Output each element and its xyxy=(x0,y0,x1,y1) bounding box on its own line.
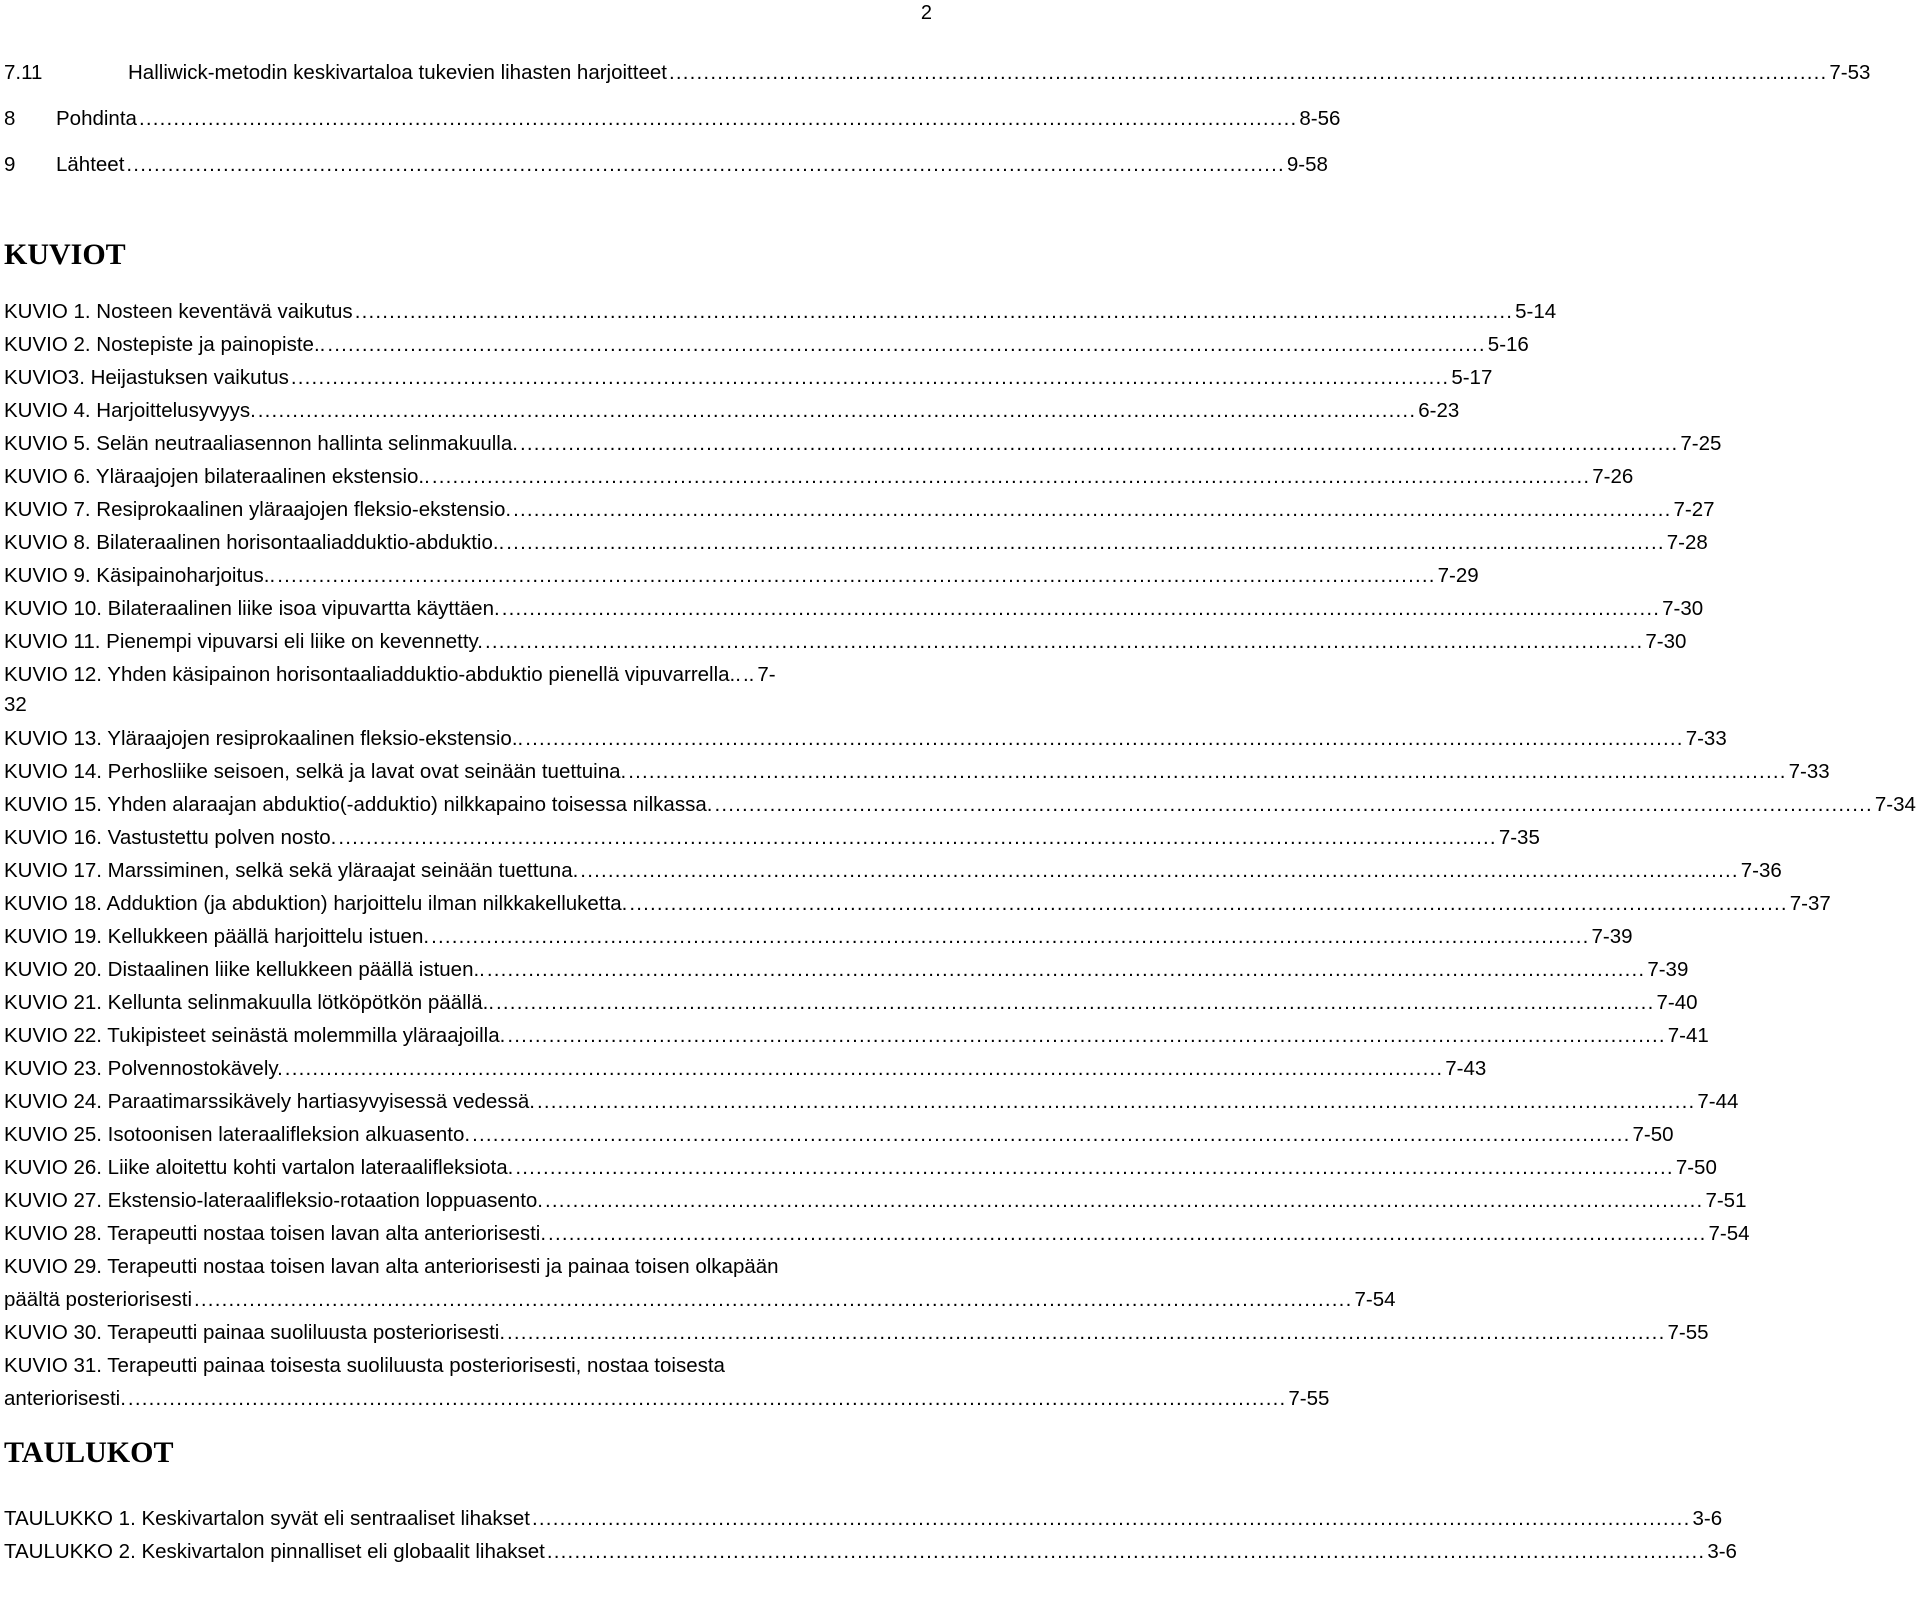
toc-entry[interactable] xyxy=(4,60,1871,86)
figure-entry-label: KUVIO 13. Yläraajojen resiprokaalinen fleksio-ekstensio.. xyxy=(4,727,524,750)
section-heading-kuviot: KUVIOT xyxy=(4,238,126,271)
toc-entry-label: Pohdinta xyxy=(56,107,137,130)
figure-entry-label: KUVIO 24. Paraatimarssikävely hartiasyvyisessä vedessä. xyxy=(4,1090,535,1113)
dot-leader: ........................................................................................................................................................................ xyxy=(519,432,1679,455)
page-number: 2 xyxy=(920,2,932,24)
dot-leader: ........................................................................................................................................................................ xyxy=(548,1222,1707,1245)
toc-entry[interactable] xyxy=(4,152,1328,178)
figure-entry-label: KUVIO 17. Marssiminen, selkä sekä yläraajat seinään tuettuna. xyxy=(4,859,579,882)
toc-entry-number: 7.11 xyxy=(4,61,43,84)
figure-entry-label: KUVIO 10. Bilateraalinen liike isoa vipuvartta käyttäen. xyxy=(4,597,500,620)
figure-list-entry-kuvio-29[interactable]: KUVIO 29. Terapeutti nostaa toisen lavan alta anteriorisesti ja painaa toisen olkapään xyxy=(4,1255,779,1278)
figure-entry-page: 7-35 xyxy=(1498,826,1540,849)
figure-list-entry[interactable] xyxy=(4,398,1460,424)
figure-list-entry[interactable] xyxy=(4,497,1715,523)
figure-entry-page: 7-40 xyxy=(1656,991,1698,1014)
figure-list-entry[interactable] xyxy=(4,858,1782,884)
figure-entry-label: anteriorisesti. xyxy=(4,1387,126,1410)
figure-entry-label: KUVIO 2. Nostepiste ja painopiste.. xyxy=(4,333,326,356)
dot-leader: ........................................................................................................................................................................ xyxy=(506,531,1665,554)
figure-list-entry-kuvio-12[interactable] xyxy=(4,662,934,688)
dot-leader: ........................................................................................................................................................................ xyxy=(138,107,1298,130)
figure-list-entry[interactable] xyxy=(4,332,1529,358)
toc-entry-page: 9-58 xyxy=(1286,153,1328,176)
dot-leader: ........................................................................................................................................................................ xyxy=(277,564,1436,587)
figure-entry-page: 6-23 xyxy=(1418,399,1460,422)
dot-leader: ........................................................................................................................................................................ xyxy=(629,892,1788,915)
figure-entry-page: 7-25 xyxy=(1680,432,1722,455)
figure-list-entry[interactable] xyxy=(4,1320,1709,1346)
dot-leader: ........................................................................................................................................................................ xyxy=(127,1387,1287,1410)
figure-entry-label: KUVIO 25. Isotoonisen lateraalifleksion alkuasento. xyxy=(4,1123,471,1146)
dot-leader: ........................................................................................................................................................................ xyxy=(284,1057,1444,1080)
figure-entry-label: KUVIO 26. Liike aloitettu kohti vartalon lateraalifleksiota. xyxy=(4,1156,514,1179)
figure-entry-page: 7-36 xyxy=(1740,859,1782,882)
dot-leader: ........................................................................................................................................................................ xyxy=(507,1321,1666,1344)
figure-entry-page: 7-39 xyxy=(1647,958,1689,981)
figure-list-entry[interactable] xyxy=(4,431,1722,457)
figure-list-entry[interactable] xyxy=(4,464,1634,490)
figure-entry-page: 7-54 xyxy=(1354,1288,1396,1311)
figure-entry-page: 7-26 xyxy=(1592,465,1634,488)
figure-entry-page: 7-29 xyxy=(1437,564,1479,587)
dot-leader: ........................................................................................................................................................................ xyxy=(628,760,1787,783)
figure-entry-label: KUVIO 19. Kellukkeen päällä harjoittelu istuen. xyxy=(4,925,430,948)
figure-list-entry[interactable] xyxy=(4,792,1916,818)
dot-leader: ........................................................................................................................................................................ xyxy=(338,826,1497,849)
figure-entry-label: KUVIO 14. Perhosliike seisoen, selkä ja lavat ovat seinään tuettuina. xyxy=(4,760,627,783)
figure-list-entry[interactable] xyxy=(4,1188,1747,1214)
figure-entry-label: KUVIO 16. Vastustettu polven nosto. xyxy=(4,826,337,849)
figure-entry-label: KUVIO 4. Harjoittelusyvyys. xyxy=(4,399,256,422)
figure-entry-label: päältä posteriorisesti xyxy=(4,1288,193,1311)
table-entry-label: TAULUKKO 1. Keskivartalon syvät eli sentraaliset lihakset xyxy=(4,1507,531,1530)
figure-entry-label: KUVIO3. Heijastuksen vaikutus xyxy=(4,366,289,389)
dot-leader: ........................................................................................................................................................................ xyxy=(536,1090,1696,1113)
figure-entry-page: 7-30 xyxy=(1662,597,1704,620)
figure-entry-label: KUVIO 30. Terapeutti painaa suoliluusta posteriorisesti. xyxy=(4,1321,506,1344)
figure-entry-label: KUVIO 22. Tukipisteet seinästä molemmilla yläraajoilla. xyxy=(4,1024,506,1047)
figure-entry-page: 5-17 xyxy=(1451,366,1493,389)
figure-entry-label: KUVIO 15. Yhden alaraajan abduktio(-adduktio) nilkkapaino toisessa nilkassa. xyxy=(4,793,713,816)
dot-leader: ........................................................................................................................................................................ xyxy=(126,153,1285,176)
toc-entry-page: 7-53 xyxy=(1829,61,1871,84)
figure-list-entry[interactable] xyxy=(4,924,1633,950)
figure-entry-page: 7-33 xyxy=(1788,760,1830,783)
table-entry-label: TAULUKKO 2. Keskivartalon pinnalliset eli globaalit lihakset xyxy=(4,1540,545,1563)
figure-entry-label: KUVIO 1. Nosteen keventävä vaikutus xyxy=(4,300,353,323)
dot-leader: ........................................................................................................................................................................ xyxy=(290,366,1450,389)
toc-entry-page: 8-56 xyxy=(1299,107,1341,130)
dot-leader: ........................................................................................................................................................................ xyxy=(545,1189,1704,1212)
figure-entry-page: 7- xyxy=(757,663,776,686)
figure-entry-page: 7-55 xyxy=(1288,1387,1330,1410)
dot-leader: ........................................................................................................................................................................ xyxy=(496,991,1655,1014)
dot-leader: ........................................................................................................................................................................ xyxy=(515,1156,1674,1179)
figure-entry-page: 5-16 xyxy=(1487,333,1529,356)
figure-list-entry-continuation[interactable] xyxy=(4,1386,1330,1412)
figure-entry-page: 7-54 xyxy=(1708,1222,1750,1245)
figure-entry-page-continuation: 32 xyxy=(4,693,27,716)
dot-leader: ........................................................................................................................................................................ xyxy=(327,333,1486,356)
figure-list-entry[interactable] xyxy=(4,563,1479,589)
figure-entry-page: 7-51 xyxy=(1705,1189,1747,1212)
figure-list-entry[interactable] xyxy=(4,629,1687,655)
figure-entry-page: 7-44 xyxy=(1697,1090,1739,1113)
figure-list-entry[interactable] xyxy=(4,596,1704,622)
dot-leader: ........................................................................................................................................................................ xyxy=(472,1123,1631,1146)
dot-leader: ........................................................................................................................................................................ xyxy=(513,498,1672,521)
figure-entry-label: KUVIO 9. Käsipainoharjoitus.. xyxy=(4,564,276,587)
figure-list-entry[interactable] xyxy=(4,825,1540,851)
dot-leader: ........................................................................................................................................................................ xyxy=(546,1540,1706,1563)
figure-entry-label: KUVIO 8. Bilateraalinen horisontaaliadduktio-abduktio.. xyxy=(4,531,505,554)
figure-entry-label: KUVIO 20. Distaalinen liike kellukkeen päällä istuen.. xyxy=(4,958,485,981)
toc-entry-label: Halliwick-metodin keskivartaloa tukevien lihasten harjoitteet xyxy=(128,61,667,84)
figure-entry-page: 7-39 xyxy=(1591,925,1633,948)
figure-list-entry[interactable] xyxy=(4,759,1830,785)
figure-list-entry[interactable] xyxy=(4,726,1727,752)
dot-leader: ........................................................................................................................................................................ xyxy=(580,859,1739,882)
dot-leader: ........................................................................................................................................................................ xyxy=(532,1507,1691,1530)
figure-entry-page: 5-14 xyxy=(1515,300,1557,323)
figure-entry-page: 7-34 xyxy=(1874,793,1916,816)
figure-entry-label: KUVIO 18. Adduktion (ja abduktion) harjoittelu ilman nilkkakelluketta. xyxy=(4,892,628,915)
figure-entry-label: KUVIO 6. Yläraajojen bilateraalinen ekstensio.. xyxy=(4,465,430,488)
dot-leader: ........................................................................................................................................................................ xyxy=(484,630,1644,653)
toc-entry[interactable] xyxy=(4,106,1341,132)
figure-entry-label: KUVIO 23. Polvennostokävely. xyxy=(4,1057,283,1080)
table-list-entry[interactable] xyxy=(4,1539,1737,1565)
figure-list-entry[interactable] xyxy=(4,1089,1739,1115)
figure-list-entry[interactable] xyxy=(4,891,1831,917)
dot-leader: ........................................................................................................................................................................ xyxy=(354,300,1514,323)
table-entry-page: 3-6 xyxy=(1692,1507,1723,1530)
dot-leader: .. xyxy=(742,663,755,686)
figure-list-entry[interactable] xyxy=(4,990,1698,1016)
figure-entry-page: 7-37 xyxy=(1789,892,1831,915)
toc-entry-number: 8 xyxy=(4,107,16,130)
figure-list-entry-continuation[interactable] xyxy=(4,1287,1396,1313)
dot-leader: ........................................................................................................................................................................ xyxy=(714,793,1873,816)
figure-entry-label: KUVIO 12. Yhden käsipainon horisontaaliadduktio-abduktio pienellä vipuvarrella.. xyxy=(4,663,741,686)
figure-entry-page: 7-55 xyxy=(1667,1321,1709,1344)
dot-leader: ........................................................................................................................................................................ xyxy=(194,1288,1353,1311)
figure-entry-page: 7-30 xyxy=(1645,630,1687,653)
dot-leader: ........................................................................................................................................................................ xyxy=(257,399,1417,422)
figure-entry-page: 7-43 xyxy=(1445,1057,1487,1080)
figure-list-entry[interactable] xyxy=(4,1221,1750,1247)
dot-leader: ........................................................................................................................................................................ xyxy=(501,597,1661,620)
figure-list-entry-kuvio-31[interactable]: KUVIO 31. Terapeutti painaa toisesta suoliluusta posteriorisesti, nostaa toisesta xyxy=(4,1354,725,1377)
figure-entry-page: 7-27 xyxy=(1673,498,1715,521)
figure-entry-page: 7-50 xyxy=(1632,1123,1674,1146)
toc-entry-label: Lähteet xyxy=(56,153,125,176)
figure-list-entry[interactable] xyxy=(4,1155,1717,1181)
section-heading-taulukot: TAULUKOT xyxy=(4,1436,174,1469)
dot-leader: ........................................................................................................................................................................ xyxy=(525,727,1684,750)
figure-entry-page: 7-33 xyxy=(1685,727,1727,750)
figure-list-entry[interactable] xyxy=(4,1023,1709,1049)
figure-entry-page: 7-41 xyxy=(1667,1024,1709,1047)
dot-leader: ........................................................................................................................................................................ xyxy=(431,465,1591,488)
dot-leader: ........................................................................................................................................................................ xyxy=(486,958,1646,981)
figure-entry-page: 7-28 xyxy=(1666,531,1708,554)
figure-entry-label: KUVIO 5. Selän neutraaliasennon hallinta selinmakuulla. xyxy=(4,432,518,455)
figure-list-entry[interactable] xyxy=(4,957,1689,983)
figure-entry-page: 7-50 xyxy=(1675,1156,1717,1179)
figure-list-entry[interactable] xyxy=(4,1056,1487,1082)
figure-list-entry[interactable] xyxy=(4,299,1557,325)
figure-list-entry[interactable] xyxy=(4,530,1708,556)
figure-entry-label: KUVIO 11. Pienempi vipuvarsi eli liike on kevennetty. xyxy=(4,630,483,653)
figure-entry-label: KUVIO 7. Resiprokaalinen yläraajojen fleksio-ekstensio. xyxy=(4,498,512,521)
figure-list-entry[interactable] xyxy=(4,365,1493,391)
figure-entry-label: KUVIO 28. Terapeutti nostaa toisen lavan alta anteriorisesti. xyxy=(4,1222,547,1245)
dot-leader: ........................................................................................................................................................................ xyxy=(507,1024,1666,1047)
dot-leader: ........................................................................................................................................................................ xyxy=(668,61,1828,84)
figure-entry-label: KUVIO 27. Ekstensio-lateraalifleksio-rotaation loppuasento. xyxy=(4,1189,543,1212)
figure-entry-label: KUVIO 21. Kellunta selinmakuulla lötköpötkön päällä.. xyxy=(4,991,495,1014)
table-list-entry[interactable] xyxy=(4,1506,1723,1532)
figure-list-entry[interactable] xyxy=(4,1122,1674,1148)
toc-entry-number: 9 xyxy=(4,153,16,176)
table-entry-page: 3-6 xyxy=(1707,1540,1737,1563)
dot-leader: ........................................................................................................................................................................ xyxy=(431,925,1590,948)
